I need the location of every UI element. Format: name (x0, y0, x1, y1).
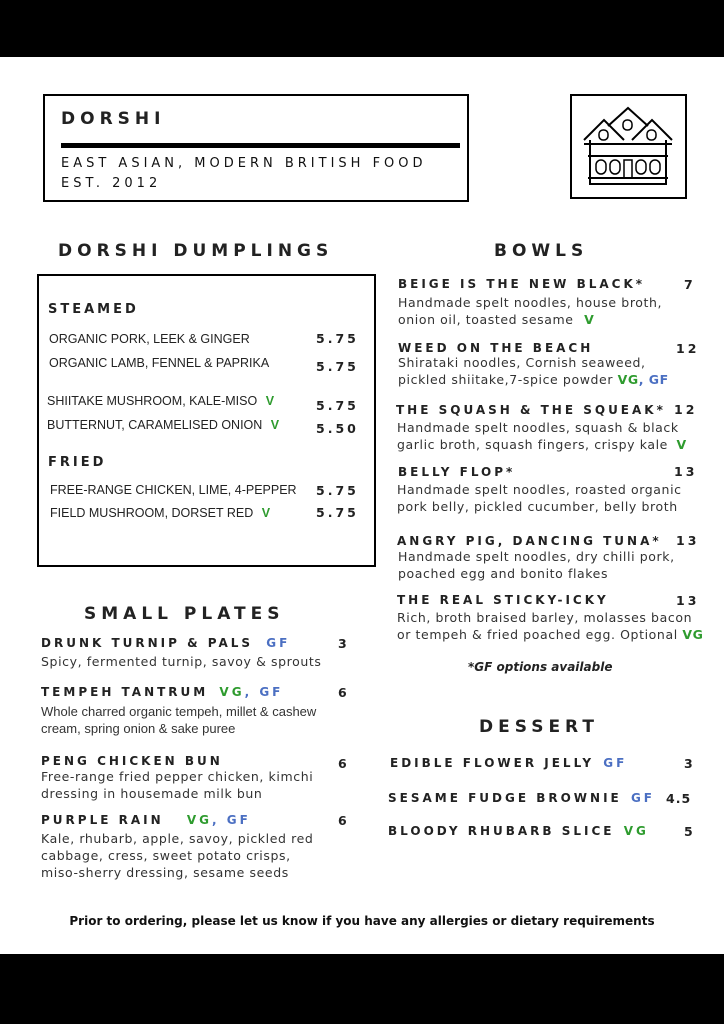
bowl-price: 12 (674, 402, 698, 417)
bowl-name: WEED ON THE BEACH (398, 341, 594, 355)
small-plate-price: 6 (338, 756, 350, 771)
bowl-description: Handmade spelt noodles, dry chilli pork, poached egg and bonito flakes (398, 549, 675, 581)
vegetarian-tag: V (265, 394, 275, 408)
bowl-description: Shirataki noodles, Cornish seaweed, pickled shiitake,7-spice powder VG, GF (398, 355, 669, 387)
tag-separator: , (638, 372, 645, 387)
bowl-description: Handmade spelt noodles, squash & black garlic broth, squash fingers, crispy kale V (397, 420, 687, 452)
logo-box (570, 94, 687, 199)
header-divider (61, 143, 460, 148)
dessert-price: 5 (684, 824, 696, 839)
dumpling-price: 5.75 (316, 505, 359, 520)
gluten-free-tag: GF (266, 636, 291, 650)
small-plate-name: PENG CHICKEN BUN (41, 754, 223, 768)
bowl-description: Handmade spelt noodles, roasted organic pork belly, pickled cucumber, belly broth (397, 482, 682, 514)
vegan-tag: VG (682, 627, 704, 642)
vegetarian-tag: V (676, 437, 687, 452)
bowl-price: 12 (676, 341, 700, 356)
vegetarian-tag: V (261, 506, 271, 520)
bowl-price: 7 (684, 277, 696, 292)
dumpling-price: 5.75 (316, 331, 359, 346)
dumpling-price: 5.50 (316, 421, 359, 436)
dumpling-name: BUTTERNUT, CARAMELISED ONION V (47, 418, 280, 432)
vegan-tag: VG (219, 685, 245, 699)
gf-options-note: *GF options available (468, 660, 613, 674)
steamed-label: STEAMED (48, 302, 139, 317)
small-plate-name: PURPLE RAIN VG, GF (41, 813, 251, 827)
dessert-name: SESAME FUDGE BROWNIE GF (388, 791, 655, 805)
small-plate-description: Kale, rhubarb, apple, savoy, pickled red cabbage, cress, sweet potato crisps, miso-sherry dressing, sesame seeds (41, 831, 314, 880)
bowl-description: Handmade spelt noodles, house broth, onion oil, toasted sesame V (398, 295, 663, 327)
small-plates-title: SMALL PLATES (84, 604, 285, 624)
vegan-tag: VG (186, 813, 212, 827)
bowl-name: ANGRY PIG, DANCING TUNA* (397, 534, 662, 548)
bowl-price: 13 (676, 533, 700, 548)
dumpling-name: ORGANIC PORK, LEEK & GINGER (49, 332, 250, 346)
dessert-name: EDIBLE FLOWER JELLY GF (390, 756, 628, 770)
small-plate-price: 6 (338, 685, 350, 700)
dumplings-title: DORSHI DUMPLINGS (58, 241, 334, 261)
vegan-tag: VG (617, 372, 639, 387)
small-plate-description: Whole charred organic tempeh, millet & cashew cream, spring onion & sake puree (41, 704, 317, 736)
gluten-free-tag: GF (603, 756, 628, 770)
dumpling-price: 5.75 (316, 483, 359, 498)
bowls-title: BOWLS (494, 241, 589, 261)
house-logo-icon (572, 96, 685, 197)
bowl-price: 13 (676, 593, 700, 608)
dumpling-price: 5.75 (316, 359, 359, 374)
gluten-free-tag: GF (259, 685, 284, 699)
tag-separator: , (244, 685, 253, 699)
dessert-title: DESSERT (479, 717, 599, 737)
bowl-name: BELLY FLOP* (398, 465, 516, 479)
dessert-price: 3 (684, 756, 696, 771)
small-plate-price: 3 (338, 636, 350, 651)
gluten-free-tag: GF (630, 791, 655, 805)
dumpling-name: ORGANIC LAMB, FENNEL & PAPRIKA (49, 356, 270, 370)
restaurant-subtitle: EAST ASIAN, MODERN BRITISH FOOD (61, 156, 427, 171)
vegetarian-tag: V (584, 312, 595, 327)
established-year: EST. 2012 (61, 176, 162, 191)
gluten-free-tag: GF (648, 372, 669, 387)
bowl-name: BEIGE IS THE NEW BLACK* (398, 277, 646, 291)
fried-label: FRIED (48, 455, 107, 470)
bowl-name: THE SQUASH & THE SQUEAK* (396, 403, 666, 417)
dumpling-name: FIELD MUSHROOM, DORSET RED V (50, 506, 271, 520)
allergy-notice: Prior to ordering, please let us know if you have any allergies or dietary requirements (69, 914, 655, 928)
restaurant-title: DORSHI (61, 109, 166, 129)
vegetarian-tag: V (270, 418, 280, 432)
bowl-price: 13 (674, 464, 698, 479)
gluten-free-tag: GF (226, 813, 251, 827)
bowl-name: THE REAL STICKY-ICKY (397, 593, 609, 607)
small-plate-name: TEMPEH TANTRUM VG, GF (41, 685, 284, 699)
menu-page (0, 57, 724, 954)
dessert-name: BLOODY RHUBARB SLICE VG (388, 824, 649, 838)
small-plate-description: Spicy, fermented turnip, savoy & sprouts (41, 654, 322, 669)
vegan-tag: VG (623, 824, 649, 838)
bowl-description: Rich, broth braised barley, molasses bacon or tempeh & fried poached egg. Optional VG (397, 610, 704, 642)
small-plate-description: Free-range fried pepper chicken, kimchi dressing in housemade milk bun (41, 769, 314, 801)
tag-separator: , (211, 813, 220, 827)
dumpling-name: FREE-RANGE CHICKEN, LIME, 4-PEPPER (50, 483, 297, 497)
dumpling-price: 5.75 (316, 398, 359, 413)
small-plate-name: DRUNK TURNIP & PALS GF (41, 636, 291, 650)
dessert-price: 4.5 (666, 791, 692, 806)
small-plate-price: 6 (338, 813, 350, 828)
dumpling-name: SHIITAKE MUSHROOM, KALE-MISO V (47, 394, 275, 408)
